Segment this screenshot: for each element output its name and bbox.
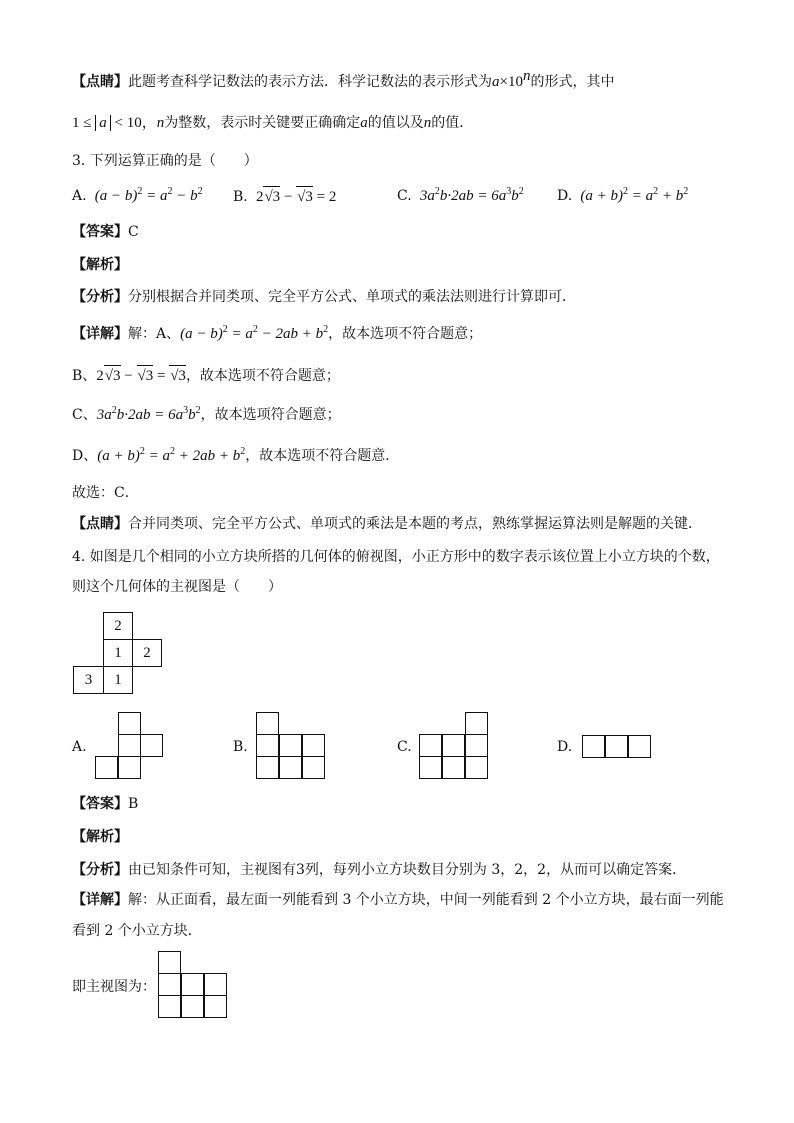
q3-fenxi: 分别根据合并同类项、完全平方公式、单项式的乘法法则进行计算即可． — [128, 289, 576, 305]
q4-option-c-label: C. — [397, 739, 412, 755]
cube-square — [419, 756, 442, 779]
q3-jiexi — [72, 255, 128, 275]
main-view-label: 即主视图为： — [72, 979, 156, 995]
q4-xiangjie-tag: 【详解】 — [72, 892, 128, 908]
top-view-cell: 2 — [103, 612, 133, 640]
cube-square — [158, 995, 181, 1018]
cube-square — [582, 735, 605, 758]
q3-option-c-label: C. — [397, 188, 412, 204]
form-mid: ×10 — [499, 74, 523, 90]
q4-fenxi-tag: 【分析】 — [72, 862, 128, 878]
q3-option-a-label: A. — [72, 188, 87, 204]
q4-answer: B — [128, 796, 139, 812]
q3-answer-line — [72, 222, 139, 242]
q3-option-d-label: D. — [557, 188, 573, 204]
q3-xiangjie-d: D、$(a + b)^2 = a^2 + 2ab + b^2$，故本选项不符合题意． — [72, 446, 400, 464]
q3-fenxi-line — [72, 287, 576, 307]
cube-square — [465, 756, 488, 779]
dianjing-text-1-end: 的形式，其中 — [530, 74, 615, 90]
cube-square — [181, 973, 204, 996]
dianjing-line-2 — [72, 113, 473, 133]
cube-square — [442, 756, 465, 779]
cube-square — [158, 951, 181, 974]
q3-a-tail: ，故本选项不符合题意； — [328, 326, 483, 342]
q3-b-tail: ，故本选项不符合题意； — [185, 368, 340, 384]
abs-a: a — [95, 115, 111, 131]
q3-option-c: C. $3a^2b\cdot 2ab = 6a^3b^2$ — [397, 186, 524, 204]
q4-answer-tag: 【答案】 — [72, 796, 128, 812]
q4-fenxi-line — [72, 860, 686, 880]
q3-option-b: B. 2√3 − √3 = 2 — [233, 186, 336, 207]
q4-option-d-label: D. — [557, 739, 573, 755]
q4-xiangjie-line-2: 看到 2 个小立方块． — [72, 923, 202, 939]
q3-dianjing-line — [72, 514, 702, 534]
q3-c-prefix: C、 — [72, 407, 97, 423]
q3-option-d: D. $(a + b)^2 = a^2 + b^2$ — [557, 186, 689, 204]
range-a2: a — [360, 115, 368, 131]
q3-xiangjie-c: C、$3a^2b\cdot 2ab = 6a^3b^2$，故本选项符合题意； — [72, 405, 341, 423]
q3-xiangjie-a: 【详解】解：A、$(a - b)^2 = a^2 - 2ab + b^2$，故本选项不符合题意； — [72, 324, 483, 342]
cube-square — [118, 712, 141, 735]
q4-answer-line — [72, 794, 138, 814]
cube-square — [118, 734, 141, 757]
cube-square — [95, 756, 118, 779]
cube-square — [419, 734, 442, 757]
cube-square — [302, 756, 325, 779]
q4-xiangjie-line-1 — [72, 890, 724, 910]
cube-square — [158, 973, 181, 996]
cube-square — [465, 712, 488, 735]
form-n: n — [522, 68, 531, 84]
q3-answer-tag: 【答案】 — [72, 224, 128, 240]
cube-square — [256, 712, 279, 735]
q3-option-a: A. $(a - b)^2 = a^2 - b^2$ — [72, 186, 203, 204]
q4-fenxi: 由已知条件可知，主视图有3列，每列小立方块数目分别为 3，2，2，从而可以确定答案． — [128, 862, 687, 878]
q3-jiexi-tag: 【解析】 — [72, 257, 128, 273]
cube-square — [465, 734, 488, 757]
q3-conclusion: 故选：C． — [72, 485, 139, 501]
dianjing-tag: 【点睛】 — [72, 74, 128, 90]
cube-square — [256, 756, 279, 779]
cube-square — [442, 734, 465, 757]
dianjing-text-1: 此题考查科学记数法的表示方法．科学记数法的表示形式为 — [128, 74, 492, 90]
q3-xiangjie-intro: 解：A、 — [128, 326, 181, 342]
range-lt: < 10， — [110, 115, 157, 131]
top-view-cell: 3 — [73, 666, 104, 694]
cube-square — [140, 734, 163, 757]
cube-square — [204, 995, 227, 1018]
range-n2: n — [423, 115, 432, 131]
dianjing-line-1 — [72, 68, 615, 92]
q4-stem-1: 4. 如图是几个相同的小立方块所搭的几何体的俯视图，小正方形中的数字表示该位置上小立方块的个数， — [72, 549, 720, 565]
range-text: 为整数，表示时关键要正确确定 — [164, 115, 361, 131]
range-n: n — [156, 115, 165, 131]
q3-dianjing-tag: 【点睛】 — [72, 516, 128, 532]
cube-square — [279, 734, 302, 757]
q3-stem: 3. 下列运算正确的是（ ） — [72, 153, 258, 169]
cube-square — [181, 995, 204, 1018]
q4-xiangjie-1: 解：从正面看，最左面一列能看到 3 个小立方块，中间一列能看到 2 个小立方块，最右面一列能 — [128, 892, 724, 908]
q3-answer: C — [128, 224, 139, 240]
q3-dianjing: 合并同类项、完全平方公式、单项式的乘法是本题的考点，熟练掌握运算法则是解题的关键． — [128, 516, 702, 532]
top-view-grid — [73, 612, 163, 698]
top-view-cell: 2 — [132, 639, 162, 667]
top-view-cell: 1 — [103, 666, 133, 694]
cube-square — [279, 756, 302, 779]
q4-jiexi-tag: 【解析】 — [72, 829, 128, 845]
range-text2: 的值以及 — [367, 115, 424, 131]
q4-jiexi — [72, 827, 128, 847]
q4-stem-2: 则这个几何体的主视图是（ ） — [72, 579, 282, 595]
cube-square — [118, 756, 141, 779]
q4-option-a-label: A. — [72, 739, 87, 755]
q3-c-tail: ，故本选项符合题意； — [200, 407, 341, 423]
form-a: a — [492, 74, 500, 90]
cube-square — [256, 734, 279, 757]
q3-d-tail: ，故本选项不符合题意． — [245, 448, 400, 464]
q3-fenxi-tag: 【分析】 — [72, 289, 128, 305]
cube-square — [302, 734, 325, 757]
q3-b-prefix: B、 — [72, 368, 97, 384]
q3-xiangjie-tag: 【详解】 — [72, 326, 128, 342]
range-start: 1 ≤ — [72, 115, 96, 131]
q3-option-b-label: B. — [233, 189, 248, 205]
q3-xiangjie-b: B、2√3 − √3 = √3，故本选项不符合题意； — [72, 365, 340, 385]
cube-square — [605, 735, 628, 758]
q3-d-prefix: D、 — [72, 448, 98, 464]
cube-square — [628, 735, 651, 758]
q4-option-b-label: B. — [233, 739, 248, 755]
top-view-cell: 1 — [103, 639, 133, 667]
range-end: 的值． — [431, 115, 474, 131]
cube-square — [204, 973, 227, 996]
